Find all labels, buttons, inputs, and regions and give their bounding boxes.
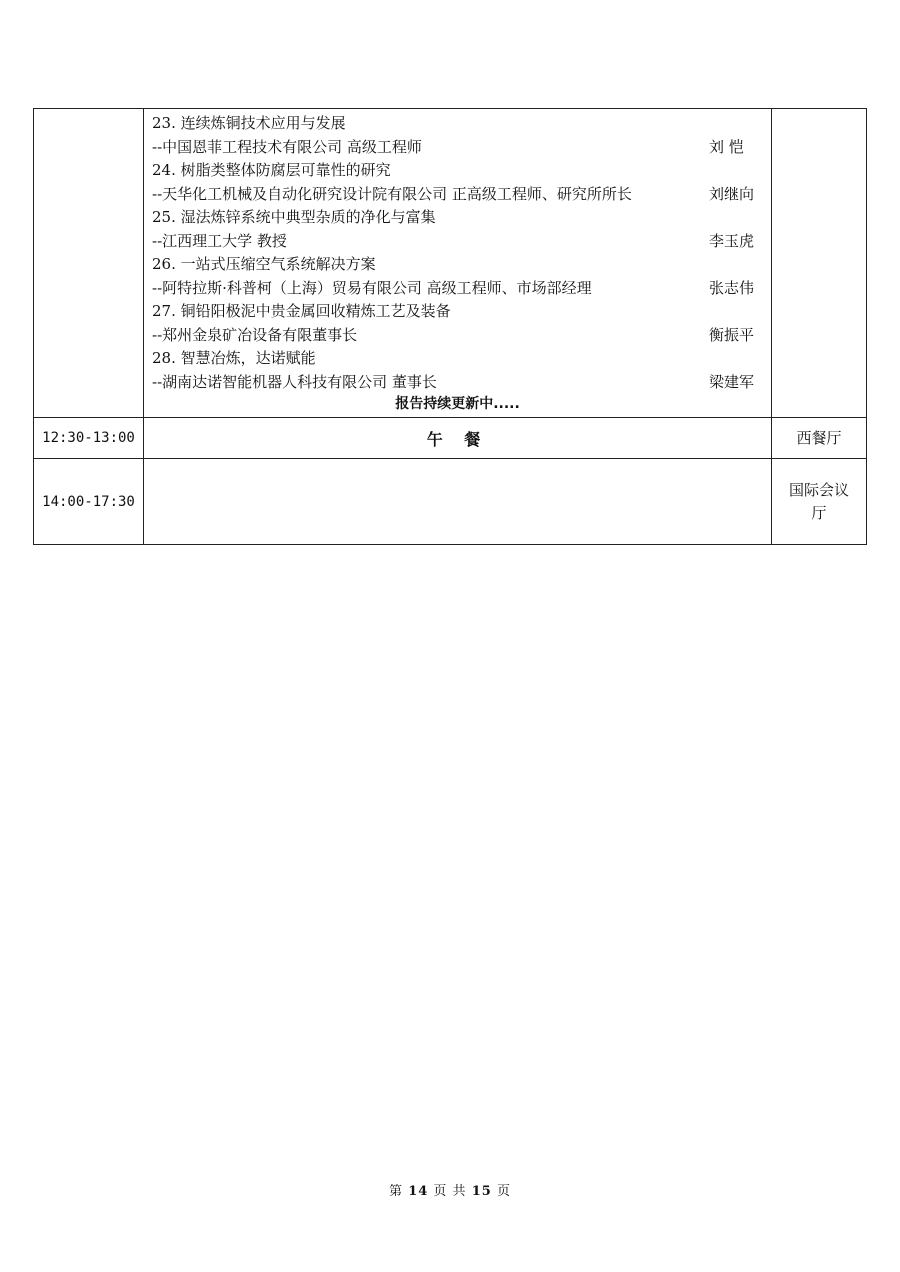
report-title: 24. 树脂类整体防腐层可靠性的研究 [152, 161, 391, 180]
reports-updating-note: 报告持续更新中..... [395, 396, 520, 412]
footer-total-pages: 15 [471, 1184, 492, 1199]
reports-cell [144, 109, 772, 418]
lunch-venue: 西餐厅 [772, 418, 867, 459]
afternoon-venue-line2: 厅 [811, 503, 827, 522]
report-title: 25. 湿法炼锌系统中典型杂质的净化与富集 [152, 208, 436, 227]
report-title: 23. 连续炼铜技术应用与发展 [152, 114, 346, 133]
schedule-row-lunch [34, 418, 867, 459]
report-item [152, 205, 763, 252]
report-speaker: 刘继向 [709, 184, 755, 203]
footer-suffix: 页 [496, 1184, 511, 1199]
afternoon-content [144, 459, 772, 545]
page-footer [0, 1180, 900, 1199]
report-title: 28. 智慧冶炼，达诺赋能 [152, 349, 316, 368]
footer-page-number: 14 [408, 1184, 429, 1199]
report-org: --阿特拉斯·科普柯（上海）贸易有限公司 高级工程师、市场部经理 [152, 278, 592, 297]
lunch-label: 午 餐 [144, 418, 772, 459]
time-cell [34, 109, 144, 418]
report-org: --天华化工机械及自动化研究设计院有限公司 正高级工程师、研究所所长 [152, 184, 632, 203]
report-speaker: 梁建军 [709, 372, 755, 391]
report-item [152, 346, 763, 393]
report-org: --中国恩菲工程技术有限公司 高级工程师 [152, 137, 422, 156]
report-speaker: 刘 恺 [709, 137, 744, 156]
report-speaker: 李玉虎 [709, 231, 755, 250]
footer-prefix: 第 [389, 1184, 404, 1199]
venue-cell [772, 109, 867, 418]
afternoon-venue-line1: 国际会议 [788, 480, 849, 499]
schedule-table [33, 108, 867, 545]
report-org: --江西理工大学 教授 [152, 231, 287, 250]
report-title: 27. 铜铅阳极泥中贵金属回收精炼工艺及装备 [152, 302, 451, 321]
report-item [152, 111, 763, 158]
afternoon-time: 14:00-17:30 [34, 459, 144, 545]
report-org: --郑州金泉矿冶设备有限董事长 [152, 325, 358, 344]
report-speaker: 张志伟 [709, 278, 755, 297]
afternoon-venue [772, 459, 867, 545]
report-item [152, 299, 763, 346]
report-title: 26. 一站式压缩空气系统解决方案 [152, 255, 376, 274]
schedule-row-reports [34, 109, 867, 418]
report-item [152, 158, 763, 205]
footer-middle: 页 共 [433, 1184, 467, 1199]
schedule-row-afternoon [34, 459, 867, 545]
report-speaker: 衡振平 [709, 325, 755, 344]
report-org: --湖南达诺智能机器人科技有限公司 董事长 [152, 372, 437, 391]
report-item [152, 252, 763, 299]
lunch-time: 12:30-13:00 [34, 418, 144, 459]
